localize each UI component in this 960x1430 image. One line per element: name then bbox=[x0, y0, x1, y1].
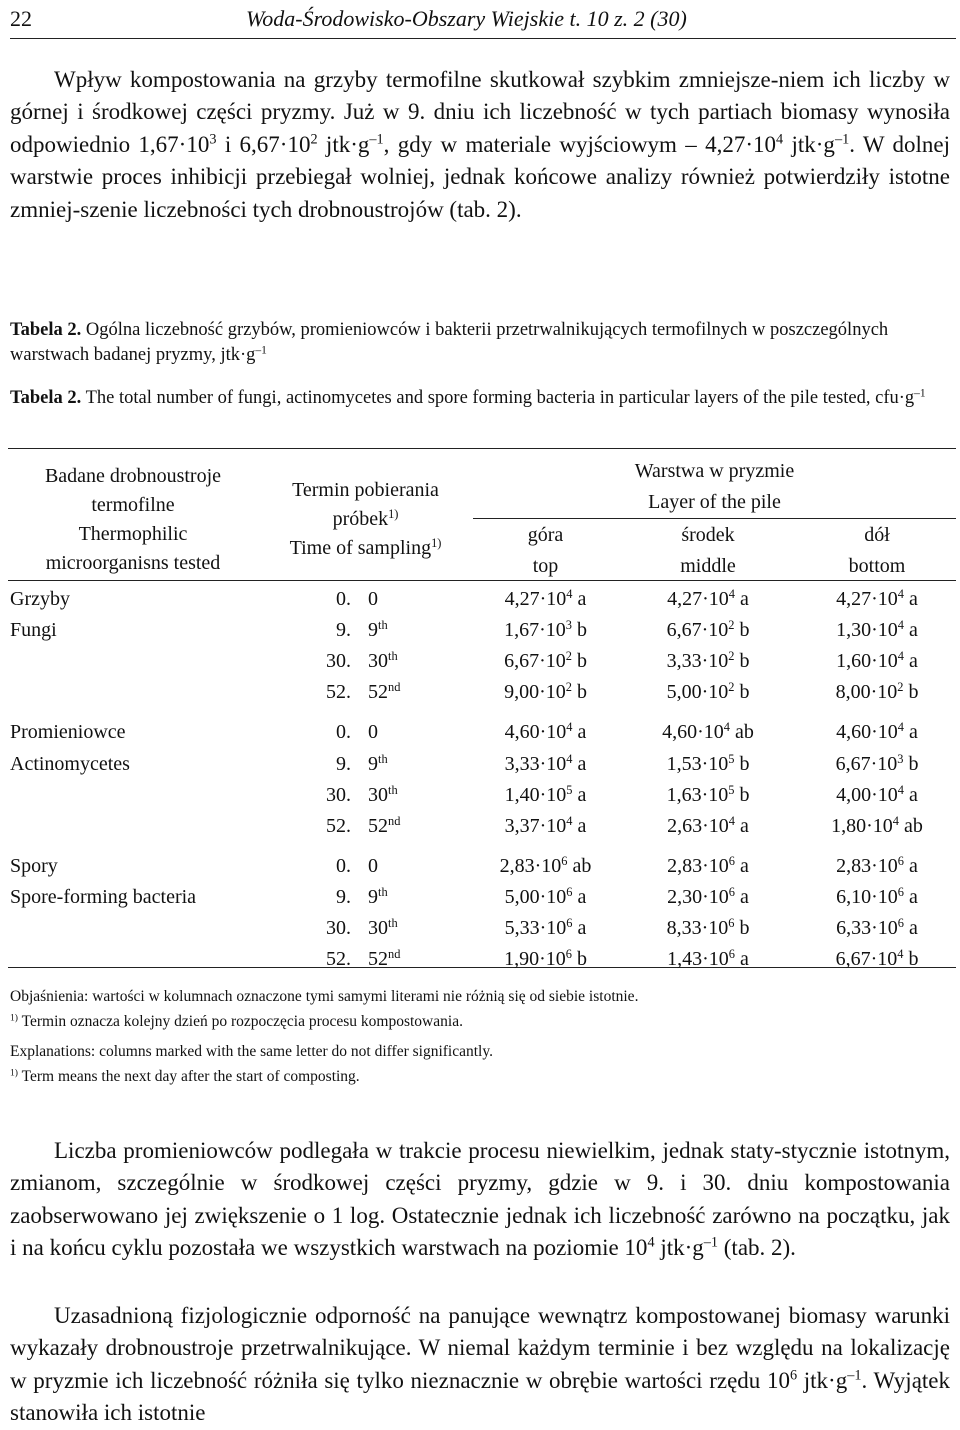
paragraph-fungi: Wpływ kompostowania na grzyby termofilne skutkował szybkim zmniejsze-niem ich liczby w górnej i środkowej części pryzmy. Już w 9. dniu ich liczebność w tych partiach biomasy wynosiła odpowiednio $1,67\cdot 10^3$ i $6,67\cdot 10^2$ $jtk\cdot g^{-1}$, gdy w materiale wyjściowym – $4,27\cdot 10^4$ $jtk\cdot g^{-1}$. W dolnej warstwie proces inhibicji przebiegał wolniej, jednak końcowe analizy również potwierdziły istotne zmniej-szenie liczebności tych drobnoustrojów (tab. 2). bbox=[10, 67, 950, 222]
sampling-day-en: 30th bbox=[368, 782, 398, 806]
value-cell: $1,40\cdot 10^5$ a bbox=[504, 782, 587, 806]
value-cell: $4,60\cdot 10^4$ a bbox=[836, 720, 918, 744]
table-caption-en: Tabela 2. The total number of fungi, actinomycetes and spore forming bacteria in particular layers of the pile tested, $cfu\cdot g^{-1}$ bbox=[10, 387, 926, 408]
group-name-en: Actinomycetes bbox=[10, 752, 130, 775]
paragraph-spores: Uzasadnioną fizjologicznie odporność na panujące wewnątrz kompostowanej biomasy warunki wykazały drobnoustroje przetrwalnikujące. W niemal każdym terminie i bez względu na lokalizację w pryzmie ich liczebność różniła się tylko nieznacznie w obrębie wartości rzędu $10^6$ $jtk\cdot g^{-1}$. Wyjątek stanowiła ich istotnie bbox=[10, 1303, 950, 1426]
value-cell: $1,90\cdot 10^6$ b bbox=[504, 946, 587, 971]
sampling-day-en: 9th bbox=[368, 884, 388, 908]
value-cell: $6,67\cdot 10^2$ b bbox=[666, 617, 750, 642]
header-top: góra top bbox=[527, 524, 564, 577]
header-sampling-term: Termin pobierania próbek$^{1)}$ Time of sampling$^{1)}$ bbox=[289, 479, 442, 559]
footnote-en: $^{1)}$ Term means the next day after the start of composting. bbox=[10, 1066, 360, 1085]
header-layer: Warstwa w pryzmie Layer of the pile bbox=[634, 460, 795, 513]
value-cell: $4,27\cdot 10^4$ a bbox=[504, 586, 587, 610]
sampling-day: 9. bbox=[336, 885, 351, 908]
value-cell: $1,43\cdot 10^6$ a bbox=[667, 946, 749, 971]
value-cell: $6,67\cdot 10^3$ b bbox=[835, 751, 919, 775]
value-cell: $1,63\cdot 10^5$ b bbox=[666, 782, 750, 806]
value-cell: $1,53\cdot 10^5$ b bbox=[666, 751, 750, 775]
value-cell: $2,83\cdot 10^6$ a bbox=[667, 853, 749, 877]
value-cell: $8,00\cdot 10^2$ b bbox=[835, 680, 919, 704]
value-cell: $8,33\cdot 10^6$ b bbox=[666, 915, 750, 939]
value-cell: $3,33\cdot 10^2$ b bbox=[666, 649, 750, 673]
footnote-pl: $^{1)}$ Termin oznacza kolejny dzień po rozpoczęcia procesu kompostowania. bbox=[10, 1011, 463, 1030]
layer-header-rule bbox=[473, 518, 956, 519]
sampling-day-en: 30th bbox=[368, 649, 398, 673]
header-bottom: dół bottom bbox=[848, 524, 906, 577]
sampling-day: 52. bbox=[326, 814, 351, 837]
sampling-day: 30. bbox=[326, 783, 351, 806]
sampling-day: 52. bbox=[326, 948, 351, 971]
sampling-day: 52. bbox=[326, 681, 351, 704]
value-cell: $9,00\cdot 10^2$ b bbox=[504, 680, 587, 704]
group-name-en: Fungi bbox=[10, 619, 57, 642]
value-cell: $2,30\cdot 10^6$ a bbox=[667, 884, 749, 908]
sampling-day-en: 9th bbox=[368, 617, 388, 642]
group-name-en: Spore-forming bacteria bbox=[10, 885, 197, 908]
sampling-day-en: 30th bbox=[368, 915, 398, 939]
sampling-day: 9. bbox=[336, 619, 351, 642]
value-cell: $5,33\cdot 10^6$ a bbox=[504, 915, 587, 939]
note-pl: Objaśnienia: wartości w kolumnach oznaczone tymi samymi literami nie różnią się od siebie istotnie. bbox=[10, 988, 639, 1005]
sampling-day-en: 0 bbox=[368, 854, 378, 877]
value-cell: $3,37\cdot 10^4$ a bbox=[504, 813, 587, 837]
value-cell: $6,67\cdot 10^4$ b bbox=[835, 946, 919, 971]
sampling-day: 0. bbox=[336, 588, 351, 610]
value-cell: $3,33\cdot 10^4$ a bbox=[504, 751, 587, 775]
value-cell: $1,67\cdot 10^3$ b bbox=[504, 617, 587, 642]
table-caption-pl: Tabela 2. Ogólna liczebność grzybów, promieniowców i bakterii przetrwalnikujących termofilnych w poszczególnych warstwach badanej pryzmy, $jtk\cdot g^{-1}$ bbox=[10, 320, 889, 365]
value-cell: $4,27\cdot 10^4$ a bbox=[667, 586, 749, 610]
data-table bbox=[8, 448, 956, 978]
running-header bbox=[10, 4, 956, 39]
sampling-day-en: 52nd bbox=[368, 813, 401, 837]
value-cell: $4,00\cdot 10^4$ a bbox=[836, 782, 918, 806]
value-cell: $6,67\cdot 10^2$ b bbox=[504, 649, 587, 673]
value-cell: $1,80\cdot 10^4$ ab bbox=[831, 813, 923, 837]
value-cell: $2,83\cdot 10^6$ ab bbox=[499, 853, 592, 877]
sampling-day-en: 0 bbox=[368, 721, 378, 744]
value-cell: $2,63\cdot 10^4$ a bbox=[667, 813, 749, 837]
sampling-day: 0. bbox=[336, 721, 351, 744]
sampling-day-en: 52nd bbox=[368, 680, 401, 704]
value-cell: $5,00\cdot 10^2$ b bbox=[666, 680, 750, 704]
header-microorganisms: Badane drobnoustroje termofilne Thermophilic microorganisns tested bbox=[44, 465, 222, 574]
group-name-pl: Grzyby bbox=[10, 588, 70, 610]
sampling-day-en: 0 bbox=[368, 588, 378, 610]
paragraph-actinomycetes: Liczba promieniowców podlegała w trakcie procesu niewielkim, jednak staty-stycznie istotnym, zmianom, szczególnie w środkowej części pryzmy, gdzie w 9. i 30. dniu kompostowania zaobserwowano jej zwiększenie o 1 log. Ostatecznie jednak ich liczebność zarówno na początku, jak i na końcu cyklu pozostała we wszystkich warstwach na poziomie $10^4$ $jtk\cdot g^{-1}$ (tab. 2). bbox=[10, 1138, 950, 1261]
value-cell: $5,00\cdot 10^6$ a bbox=[504, 884, 587, 908]
value-cell: $4,60\cdot 10^4$ a bbox=[504, 720, 587, 744]
sampling-day: 30. bbox=[326, 650, 351, 673]
value-cell: $2,83\cdot 10^6$ a bbox=[836, 853, 918, 877]
header-middle: środek middle bbox=[680, 524, 736, 577]
sampling-day: 9. bbox=[336, 752, 351, 775]
note-en: Explanations: columns marked with the same letter do not differ significantly. bbox=[10, 1043, 493, 1060]
group-name-pl: Spory bbox=[10, 854, 58, 877]
value-cell: $6,33\cdot 10^6$ a bbox=[836, 915, 918, 939]
sampling-day: 0. bbox=[336, 854, 351, 877]
page-number: 22 bbox=[10, 6, 32, 31]
sampling-day: 30. bbox=[326, 917, 351, 939]
value-cell: $6,10\cdot 10^6$ a bbox=[836, 884, 918, 908]
value-cell: $4,27\cdot 10^4$ a bbox=[836, 586, 918, 610]
group-name-pl: Promieniowce bbox=[10, 721, 126, 744]
sampling-day-en: 52nd bbox=[368, 946, 401, 971]
sampling-day-en: 9th bbox=[368, 751, 388, 775]
journal-title: Woda-Środowisko-Obszary Wiejskie t. 10 z. 2 (30) bbox=[246, 6, 687, 31]
value-cell: $1,60\cdot 10^4$ a bbox=[836, 649, 918, 673]
table-notes bbox=[10, 985, 950, 1089]
table-top-rule bbox=[8, 448, 956, 449]
value-cell: $1,30\cdot 10^4$ a bbox=[836, 617, 918, 642]
value-cell: $4,60\cdot 10^4$ ab bbox=[662, 720, 754, 744]
